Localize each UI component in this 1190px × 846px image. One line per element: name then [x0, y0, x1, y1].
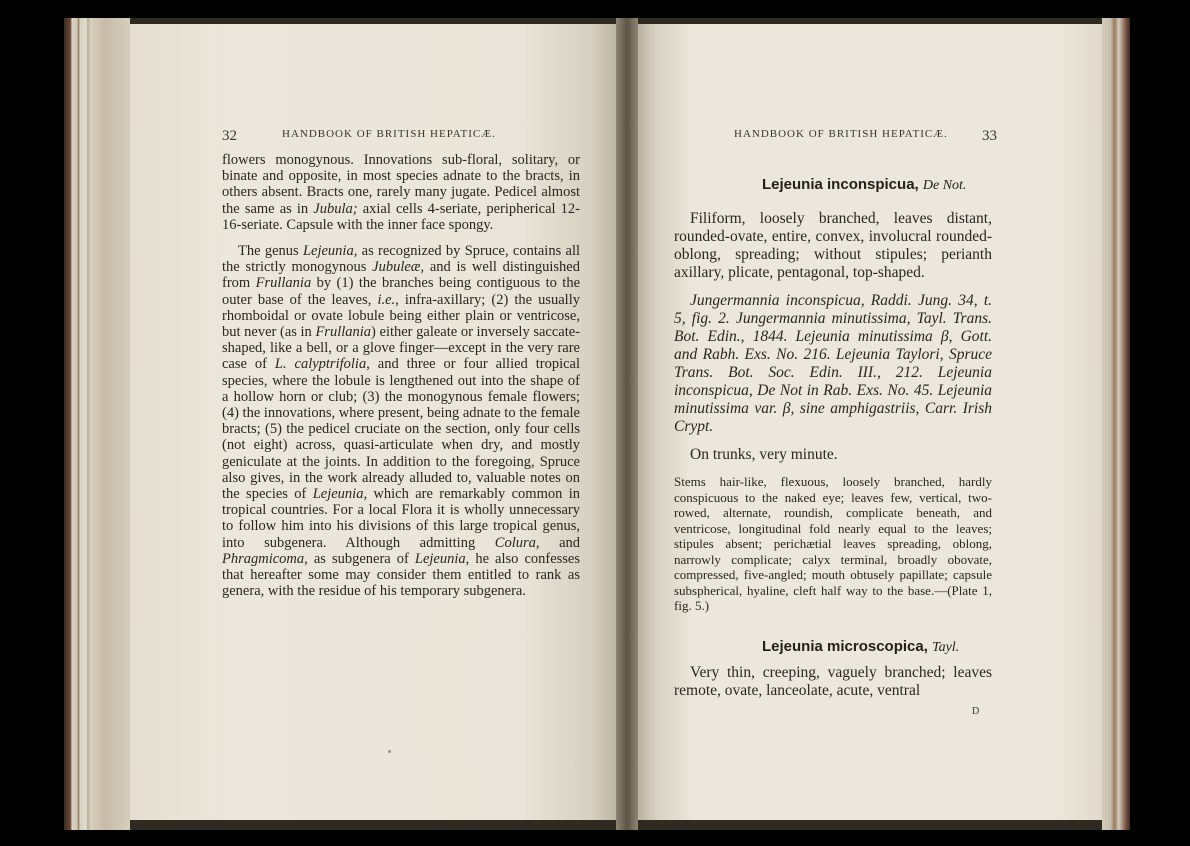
species-heading-microscopica	[762, 638, 959, 656]
right-page	[638, 24, 1102, 820]
right-text-block-3	[674, 664, 992, 710]
species-description-2: Very thin, creeping, vaguely branched; leaves remote, ovate, lanceolate, acute, ventral	[674, 664, 992, 699]
species-detail: Stems hair-like, flexuous, loosely branched, hardly conspicuous to the naked eye; leaves few, vertical, two-rowed, alternate, roundish, complicate beneath, and ventricose, longitudinal fold nearly equal to the leaves; stipules absent; perichætial leaves spreading, oblong, narrowly complicate; calyx terminal, broadly obovate, compressed, five-angled; mouth obtusely papillate; capsule subspherical, hyaline, cleft half way to the base.—(Plate 1, fig. 5.)	[674, 474, 992, 613]
left-paragraph-2: The genus Lejeunia, as recognized by Spruce, contains all the strictly monogynous Jubuleæ, and is well distinguished from Frullania by (1) the branches being contiguous to the outer base of the leaves, i.e., infra-axillary; (2) the usually rhomboidal or ovate lobule being either plain or ventricose, but never (as in Frullania) either galeate or inversely saccate-shaped, like a bell, or a glove finger—except in the very rare case of L. calyptrifolia, and three or four allied tropical species, where the lobule is lengthened out into the shape of a hollow horn or club; (3) the monogynous female flowers; (4) the innovations, where present, being adnate to the female bracts; (5) the pedicel cruciate on the section, only four cells (not eight) across, quasi-articulate when dry, and mostly geniculate at the joints. In addition to the foregoing, Spruce also gives, in the work already alluded to, valuable notes on the species of Lejeunia, which are remarkably common in tropical countries. For a local Flora it is wholly unnecessary to follow him into his divisions of this large tropical genus, into subgenera. Although admitting Colura, and Phragmicoma, as subgenera of Lejeunia, he also confesses that hereafter some may consider them entitled to rank as genera, with the residue of his temporary subgenera.	[222, 243, 581, 600]
left-running-head: HANDBOOK OF BRITISH HEPATICÆ.	[282, 128, 496, 140]
species-name: Lejeunia inconspicua,	[762, 176, 919, 193]
species-authority-2: Tayl.	[932, 640, 960, 655]
left-page-number: 32	[222, 128, 237, 144]
signature-mark: D	[972, 706, 980, 717]
right-text-block-2	[674, 474, 992, 624]
left-page-edges	[64, 18, 130, 830]
left-page	[130, 24, 616, 820]
species-habitat: On trunks, very minute.	[690, 446, 838, 463]
right-page-edges	[1102, 18, 1130, 830]
right-running-head: HANDBOOK OF BRITISH HEPATICÆ.	[734, 128, 948, 140]
species-synonyms: Jungermannia inconspicua, Raddi. Jung. 34, t. 5, fig. 2. Jungermannia minutissima, Tayl. Trans. Bot. Edin., 1844. Lejeunia minutissima β, Gott. and Rabh. Exs. No. 216. Lejeunia Taylori, Spruce Trans. Bot. Soc. Edin. III., 212. Lejeunia inconspicua, De Not in Rab. Exs. No. 45. Lejeunia minutissima var. β, sine amphigastriis, Carr. Irish Crypt.	[674, 292, 992, 435]
right-text-block-1	[674, 210, 992, 474]
species-name-2: Lejeunia microscopica,	[762, 638, 928, 655]
book-gutter	[616, 18, 638, 830]
paper-speck	[388, 750, 391, 753]
book-spread	[64, 18, 1130, 830]
species-authority: De Not.	[922, 178, 967, 193]
left-text-block	[222, 152, 580, 609]
species-heading-inconspicua	[762, 176, 966, 194]
species-description: Filiform, loosely branched, leaves distant, rounded-ovate, entire, convex, involucral rounded-oblong, spreading; without stipules; perianth axillary, plicate, pentagonal, top-shaped.	[674, 210, 992, 281]
right-page-number: 33	[982, 128, 997, 144]
left-paragraph-1: flowers monogynous. Innovations sub-floral, solitary, or binate and opposite, in most species adnate to the bracts, in others absent. Bracts one, rarely many jugate. Pedicel almost the same as in Jubula; axial cells 4-seriate, peripherical 12-16-seriate. Capsule with the inner face spongy.	[222, 152, 580, 233]
